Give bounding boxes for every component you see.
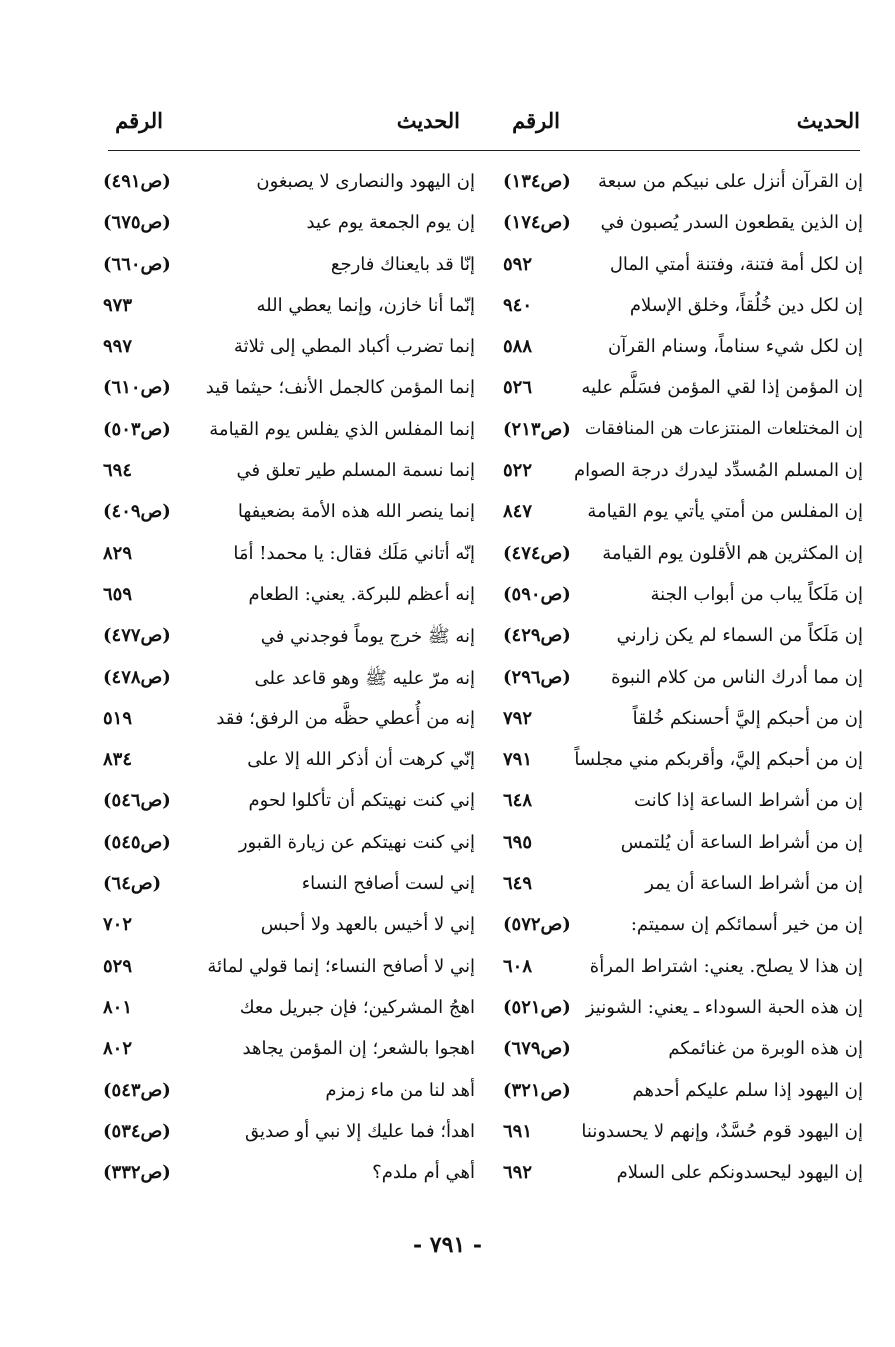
- index-entry: [103, 1158, 475, 1199]
- hadith-number: ٥٨٨: [503, 336, 533, 358]
- index-entry: [503, 786, 863, 827]
- hadith-number: ٧٩١: [503, 749, 533, 771]
- hadith-number: ٦٠٨: [503, 955, 533, 977]
- hadith-number: (ص٦٧٩): [503, 1038, 571, 1060]
- hadith-text: إن اليهود ليحسدونكم على السلام: [616, 1162, 863, 1184]
- hadith-text: إن من خير أسمائكم إن سميتم:: [630, 914, 863, 936]
- index-entry: [103, 745, 475, 786]
- hadith-number: (ص٥٠٣): [103, 418, 171, 440]
- index-entry: [503, 415, 863, 456]
- hadith-text: إني لست أصافح النساء: [301, 873, 475, 895]
- hadith-number: (ص١٧٤): [503, 212, 571, 234]
- hadith-number: ٨٤٧: [503, 501, 533, 523]
- hadith-number: ٦٩٤: [103, 460, 133, 482]
- hadith-number: (ص٦٤): [103, 873, 162, 895]
- hadith-number: (ص٢١٣): [503, 418, 571, 440]
- header-number-left: الرقم: [115, 108, 163, 133]
- hadith-text: إن يوم الجمعة يوم عيد: [306, 212, 475, 234]
- hadith-number: (ص٥٧٢): [503, 914, 571, 936]
- hadith-text: إن المؤمن إذا لقي المؤمن فسَلَّم عليه: [581, 377, 863, 399]
- hadith-text: إن المكثرين هم الأقلون يوم القيامة: [602, 542, 863, 564]
- index-entry: [103, 952, 475, 993]
- index-entry: [503, 663, 863, 704]
- index-entry: [103, 373, 475, 414]
- hadith-number: ٨٠١: [103, 996, 133, 1018]
- hadith-number: ٥٢٩: [103, 955, 133, 977]
- hadith-text: إني لا أخيس بالعهد ولا أحبس: [260, 914, 475, 936]
- hadith-text: إن المفلس من أمتي يأتي يوم القيامة: [587, 501, 863, 523]
- hadith-number: ٦٤٩: [503, 873, 533, 895]
- hadith-number: (ص٦٧٥): [103, 212, 171, 234]
- hadith-number: ٧٠٢: [103, 914, 133, 936]
- hadith-text: إنما المؤمن كالجمل الأنف؛ حيثما قيد: [205, 377, 475, 399]
- hadith-text: إن هذه الوبرة من غنائمكم: [668, 1038, 863, 1060]
- left-column: [103, 167, 475, 1199]
- header-hadith-right: الحديث: [796, 108, 860, 133]
- hadith-number: (ص٢٩٦): [503, 666, 571, 688]
- index-entry: [503, 291, 863, 332]
- index-entry: [103, 828, 475, 869]
- index-entry: [103, 580, 475, 621]
- hadith-number: (ص٥٤٦): [103, 790, 171, 812]
- hadith-text: اهدأ؛ فما عليك إلا نبي أو صديق: [245, 1120, 475, 1142]
- hadith-number: ٥٢٦: [503, 377, 533, 399]
- hadith-number: ٨٣٤: [103, 749, 133, 771]
- hadith-number: ٦٩٥: [503, 831, 533, 853]
- hadith-number: ٦٩٢: [503, 1162, 533, 1184]
- hadith-text: إن من أحبكم إليَّ، وأقربكم مني مجلساً: [574, 749, 863, 771]
- index-entry: [103, 1034, 475, 1075]
- index-entry: [503, 580, 863, 621]
- hadith-text: إن هذه الحبة السوداء ـ يعني: الشونيز: [585, 996, 863, 1018]
- hadith-number: (ص٥٤٥): [103, 831, 171, 853]
- index-entry: [503, 745, 863, 786]
- hadith-text: إنه أعظم للبركة. يعني: الطعام: [248, 583, 475, 605]
- hadith-text: إني كنت نهيتكم أن تأكلوا لحوم: [248, 790, 475, 812]
- hadith-text: إن مَلَكاً من السماء لم يكن زارني: [616, 625, 863, 647]
- hadith-text: إنما نسمة المسلم طير تعلق في: [236, 460, 475, 482]
- index-entry: [503, 621, 863, 662]
- hadith-number: (ص٤٧٧): [103, 625, 171, 647]
- index-entry: [503, 332, 863, 373]
- index-entry: [503, 828, 863, 869]
- hadith-text: إنّه أتاني مَلَك فقال: يا محمد! أمَا: [233, 542, 475, 564]
- index-entry: [103, 497, 475, 538]
- index-entry: [103, 993, 475, 1034]
- hadith-number: (ص٤٠٩): [103, 501, 171, 523]
- hadith-number: (ص٤٢٩): [503, 625, 571, 647]
- hadith-number: ٦٥٩: [103, 583, 133, 605]
- hadith-number: (ص٤٩١): [103, 171, 171, 192]
- index-entry: [103, 621, 475, 662]
- hadith-number: ٨٢٩: [103, 542, 133, 564]
- hadith-text: إن اليهود والنصارى لا يصبغون: [256, 171, 475, 192]
- right-column: [503, 167, 863, 1199]
- hadith-text: اهجوا بالشعر؛ إن المؤمن يجاهد: [242, 1038, 475, 1060]
- hadith-number: (ص٤٧٨): [103, 666, 171, 688]
- index-entry: [103, 539, 475, 580]
- hadith-text: إن من أحبكم إليَّ أحسنكم خُلقاً: [632, 707, 863, 729]
- hadith-text: إن الذين يقطعون السدر يُصبون في: [600, 212, 863, 234]
- hadith-text: إن مما أدرك الناس من كلام النبوة: [611, 666, 863, 688]
- index-entry: [103, 704, 475, 745]
- index-entry: [503, 910, 863, 951]
- index-entry: [503, 373, 863, 414]
- hadith-number: (ص٥٩٠): [503, 583, 571, 605]
- index-entry: [503, 952, 863, 993]
- hadith-number: (ص١٣٤): [503, 171, 571, 192]
- hadith-number: (ص٣٢١): [503, 1079, 571, 1101]
- hadith-text: إن مَلَكاً يباب من أبواب الجنة: [650, 583, 863, 605]
- hadith-text: إن اليهود قوم حُسَّدٌ، وإنهم لا يحسدوننا: [581, 1120, 863, 1142]
- index-entry: [103, 869, 475, 910]
- index-entry: [503, 704, 863, 745]
- index-entry: [103, 332, 475, 373]
- hadith-number: ٦٤٨: [503, 790, 533, 812]
- index-entry: [503, 993, 863, 1034]
- hadith-text: إني كنت نهيتكم عن زيارة القبور: [238, 831, 475, 853]
- index-entry: [503, 497, 863, 538]
- index-entry: [503, 208, 863, 249]
- hadith-text: إنما المفلس الذي يفلس يوم القيامة: [209, 418, 475, 440]
- hadith-text: إنّي كرهت أن أذكر الله إلا على: [247, 749, 475, 771]
- hadith-number: (ص٦١٠): [103, 377, 171, 399]
- hadith-text: إنّا قد بايعناك فارجع: [330, 253, 475, 275]
- hadith-number: ٥١٩: [103, 707, 133, 729]
- hadith-text: إنه من أُعطي حظَّه من الرفق؛ فقد: [216, 707, 475, 729]
- hadith-number: (ص٦٦٠): [103, 253, 171, 275]
- page-number: - ٧٩١ -: [412, 1232, 483, 1258]
- index-entry: [503, 1158, 863, 1199]
- hadith-text: إن لكل دين خُلُقاً، وخلق الإسلام: [629, 294, 863, 316]
- hadith-text: إنما تضرب أكباد المطي إلى ثلاثة: [233, 336, 475, 358]
- hadith-text: إن المسلم المُسدِّد ليدرك درجة الصوام: [573, 460, 863, 482]
- hadith-text: إن من أشراط الساعة أن يمر: [645, 873, 863, 895]
- hadith-text: إن اليهود إذا سلم عليكم أحدهم: [632, 1079, 863, 1101]
- header-hadith-left: الحديث: [396, 108, 460, 133]
- header-divider: [108, 150, 860, 151]
- hadith-text: اهجُ المشركين؛ فإن جبريل معك: [239, 996, 475, 1018]
- hadith-text: إن المختلعات المنتزعات هن المنافقات: [584, 418, 863, 439]
- hadith-text: إن من أشراط الساعة إذا كانت: [633, 790, 863, 812]
- index-entry: [503, 1076, 863, 1117]
- hadith-number: ٩٩٧: [103, 336, 133, 358]
- hadith-text: إنّما أنا خازن، وإنما يعطي الله: [256, 294, 475, 316]
- hadith-text: إنه مرّ عليه ﷺ وهو قاعد على: [254, 667, 475, 689]
- index-entry: [103, 291, 475, 332]
- hadith-number: ٥٩٢: [503, 253, 533, 275]
- column-headers: [0, 108, 895, 144]
- hadith-number: ٩٧٣: [103, 294, 133, 316]
- index-entry: [103, 910, 475, 951]
- hadith-number: ٧٩٢: [503, 707, 533, 729]
- index-entry: [103, 1076, 475, 1117]
- index-entry: [503, 250, 863, 291]
- header-number-right: الرقم: [512, 108, 560, 133]
- hadith-text: إن لكل أمة فتنة، وفتنة أمتي المال: [609, 253, 863, 275]
- index-entry: [503, 167, 863, 208]
- index-entry: [103, 167, 475, 208]
- hadith-text: إني لا أصافح النساء؛ إنما قولي لمائة: [207, 955, 475, 977]
- index-entry: [503, 456, 863, 497]
- index-entry: [103, 456, 475, 497]
- hadith-number: (ص٥٤٣): [103, 1079, 171, 1101]
- index-entry: [103, 208, 475, 249]
- index-entry: [503, 869, 863, 910]
- hadith-text: إنه ﷺ خرج يوماً فوجدني في: [260, 626, 475, 648]
- index-entry: [103, 786, 475, 827]
- index-entry: [103, 415, 475, 456]
- hadith-number: (ص٤٧٤): [503, 542, 571, 564]
- index-entry: [503, 1117, 863, 1158]
- hadith-number: (ص٥٢١): [503, 996, 571, 1018]
- hadith-number: ٦٩١: [503, 1120, 533, 1142]
- index-entry: [503, 1034, 863, 1075]
- hadith-text: إن هذا لا يصلح. يعني: اشتراط المرأة: [589, 955, 863, 977]
- index-entry: [103, 250, 475, 291]
- index-entry: [103, 1117, 475, 1158]
- hadith-text: إنما ينصر الله هذه الأمة بضعيفها: [237, 501, 475, 523]
- hadith-number: (ص٥٣٤): [103, 1120, 171, 1142]
- index-entry: [103, 663, 475, 704]
- hadith-number: ٩٤٠: [503, 294, 533, 316]
- index-entry: [503, 539, 863, 580]
- hadith-text: إن القرآن أنزل على نبيكم من سبعة: [598, 171, 863, 192]
- hadith-text: إن لكل شيء سناماً، وسنام القرآن: [608, 336, 863, 358]
- hadith-number: (ص٣٣٢): [103, 1162, 171, 1184]
- hadith-number: ٨٠٢: [103, 1038, 133, 1060]
- hadith-number: ٥٢٢: [503, 460, 533, 482]
- hadith-text: إن من أشراط الساعة أن يُلتمس: [620, 831, 863, 853]
- hadith-text: أهد لنا من ماء زمزم: [325, 1079, 475, 1101]
- hadith-text: أهي أم ملدم؟: [372, 1162, 475, 1184]
